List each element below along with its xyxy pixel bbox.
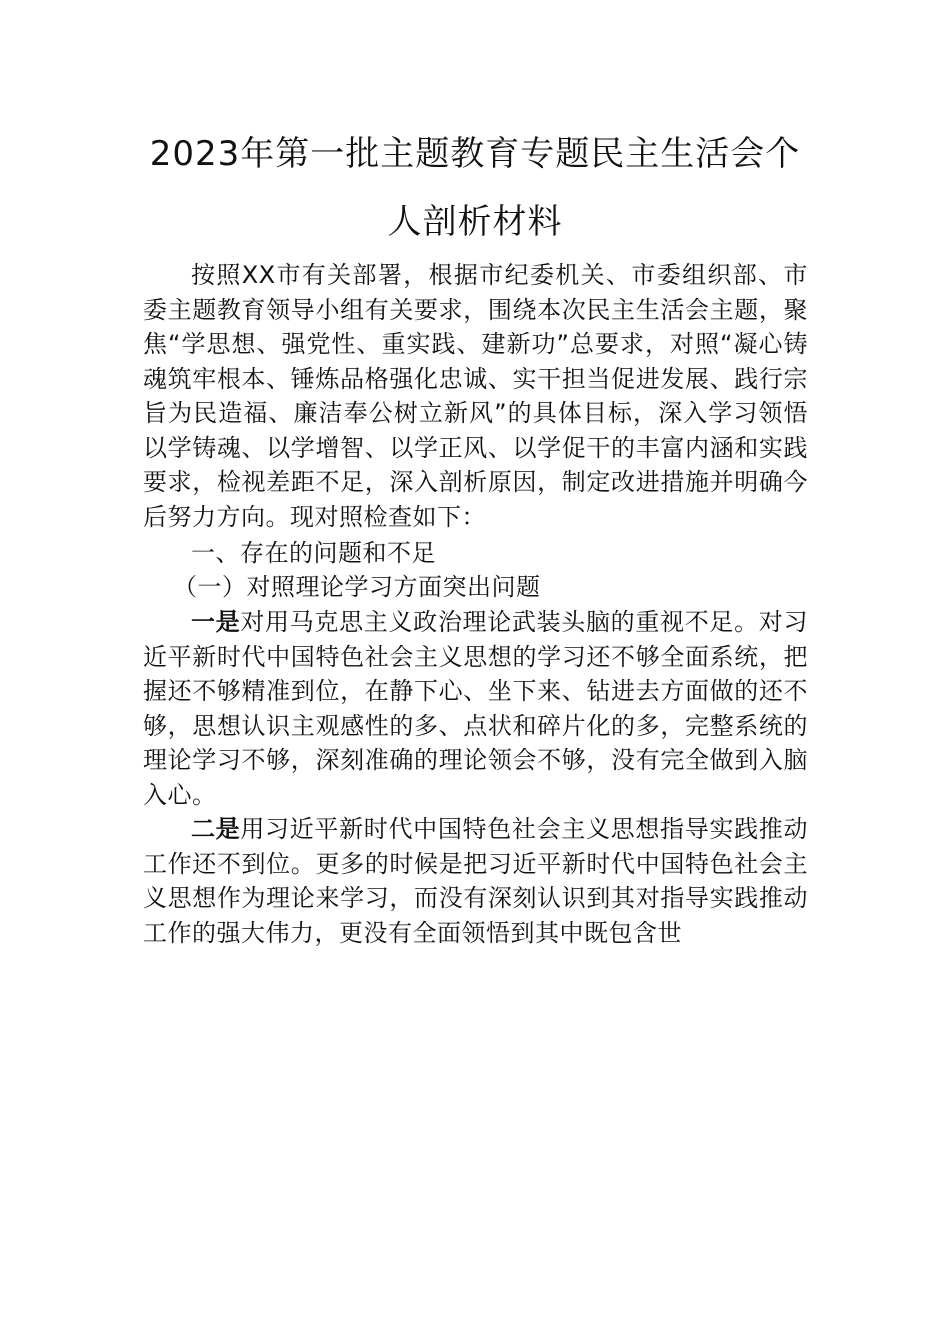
document-title-line-1: 2023年第一批主题教育专题民主生活会个 (149, 134, 801, 174)
point-one-text: 对用马克思主义政治理论武装头脑的重视不足。对习近平新时代中国特色社会主义思想的学习还不够全面系统，把握还不够精准到位，在静下心、坐下来、钻进去方面做的还不够，思想认识主观感性的多、点状和碎片化的多，完整系统的理论学习不够，深刻准确的理论领会不够，没有完全做到入脑入心。 (143, 608, 808, 809)
intro-paragraph-block (143, 258, 808, 534)
point-two-lead: 二是 (191, 815, 241, 843)
subsection-heading-theory: （一）对照理论学习方面突出问题 (173, 573, 541, 601)
document-title-line-2: 人剖析材料 (387, 202, 563, 242)
point-one-lead: 一是 (191, 608, 241, 636)
section-heading-block (143, 536, 808, 571)
subsection-heading-block (143, 570, 808, 605)
point-two-block (143, 812, 808, 950)
section-heading-problems: 一、存在的问题和不足 (191, 539, 436, 567)
point-one-paragraph (143, 605, 808, 812)
point-one-block (143, 605, 808, 812)
point-two-text: 用习近平新时代中国特色社会主义思想指导实践推动工作还不到位。更多的时候是把习近平新时代中国特色社会主义思想作为理论来学习，而没有深刻认识到其对指导实践推动工作的强大伟力，更没有全面领悟到其中既包含世 (143, 815, 808, 947)
intro-paragraph: 按照XX市有关部署，根据市纪委机关、市委组织部、市委主题教育领导小组有关要求，围绕本次民主生活会主题，聚焦“学思想、强党性、重实践、建新功”总要求，对照“凝心铸魂筑牢根本、锤炼品格强化忠诚、实干担当促进发展、践行宗旨为民造福、廉洁奉公树立新风”的具体目标，深入学习领悟以学铸魂、以学增智、以学正风、以学促干的丰富内涵和实践要求，检视差距不足，深入剖析原因，制定改进措施并明确今后努力方向。现对照检查如下： (143, 261, 808, 531)
point-two-paragraph (143, 812, 808, 950)
